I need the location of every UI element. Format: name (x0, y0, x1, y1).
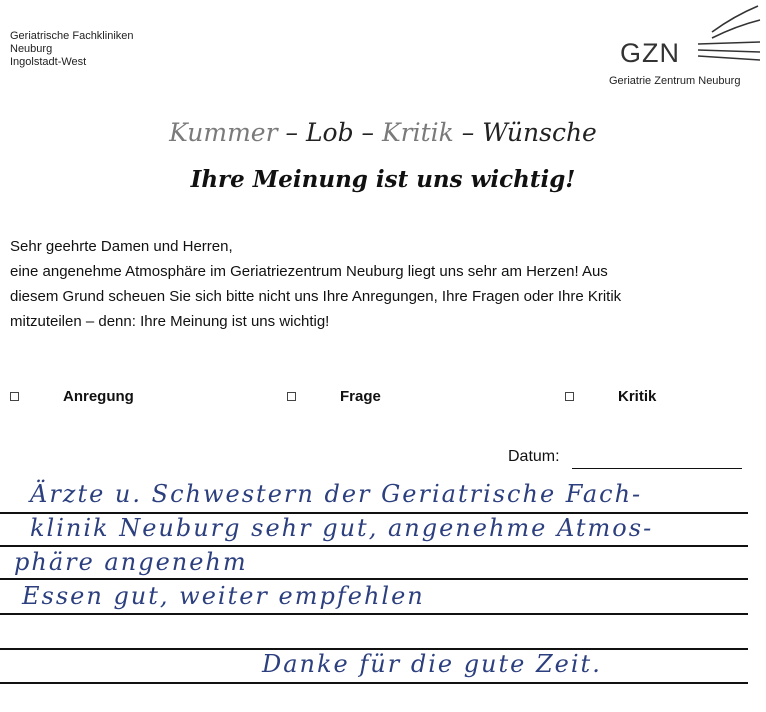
option-label: Frage (340, 388, 381, 405)
title-separator: – (453, 118, 483, 147)
option-kritik[interactable] (565, 388, 656, 405)
ruled-line (0, 613, 748, 615)
title-word: Wünsche (482, 118, 597, 147)
date-field[interactable] (572, 468, 742, 469)
gzn-logo (606, 2, 762, 94)
ruled-line (0, 545, 748, 547)
form-subtitle: Ihre Meinung ist uns wichtig! (190, 166, 576, 193)
org-line: Neuburg (10, 43, 53, 55)
intro-line: mitzuteilen – denn: Ihre Meinung ist uns wichtig! (10, 313, 330, 330)
handwritten-line: Essen gut, weiter empfehlen (22, 582, 425, 610)
organization-address (10, 30, 134, 69)
logo-text: GZN (620, 38, 680, 68)
handwritten-line: klinik Neuburg sehr gut, angenehme Atmos- (30, 514, 654, 542)
form-title (0, 118, 766, 147)
title-word: Kritik (382, 118, 454, 147)
title-word: Kummer (169, 118, 278, 147)
date-label: Datum: (508, 448, 560, 465)
title-word: Lob (305, 118, 354, 147)
logo-subtitle: Geriatrie Zentrum Neuburg (609, 75, 741, 87)
title-separator: – (353, 118, 382, 147)
handwritten-line: Danke für die gute Zeit. (262, 650, 602, 678)
option-label: Anregung (63, 388, 134, 405)
handwritten-line: Ärzte u. Schwestern der Geriatrische Fach- (30, 480, 643, 508)
handwritten-line: phäre angenehm (14, 548, 248, 576)
org-line: Ingolstadt-West (10, 56, 87, 68)
checkbox[interactable] (287, 392, 296, 401)
intro-line: eine angenehme Atmosphäre im Geriatriezentrum Neuburg liegt uns sehr am Herzen! Aus (10, 263, 608, 280)
option-label: Kritik (618, 388, 657, 405)
ruled-line (0, 682, 748, 684)
intro-line: Sehr geehrte Damen und Herren, (10, 238, 233, 255)
intro-text (10, 234, 750, 334)
checkbox[interactable] (565, 392, 574, 401)
intro-line: diesem Grund scheuen Sie sich bitte nicht uns Ihre Anregungen, Ihre Fragen oder Ihre Kritik (10, 288, 622, 305)
checkbox[interactable] (10, 392, 19, 401)
org-line: Geriatrische Fachkliniken (10, 30, 134, 42)
option-frage[interactable] (287, 388, 381, 405)
ruled-line (0, 578, 748, 580)
option-anregung[interactable] (10, 388, 134, 405)
title-separator: – (277, 118, 306, 147)
